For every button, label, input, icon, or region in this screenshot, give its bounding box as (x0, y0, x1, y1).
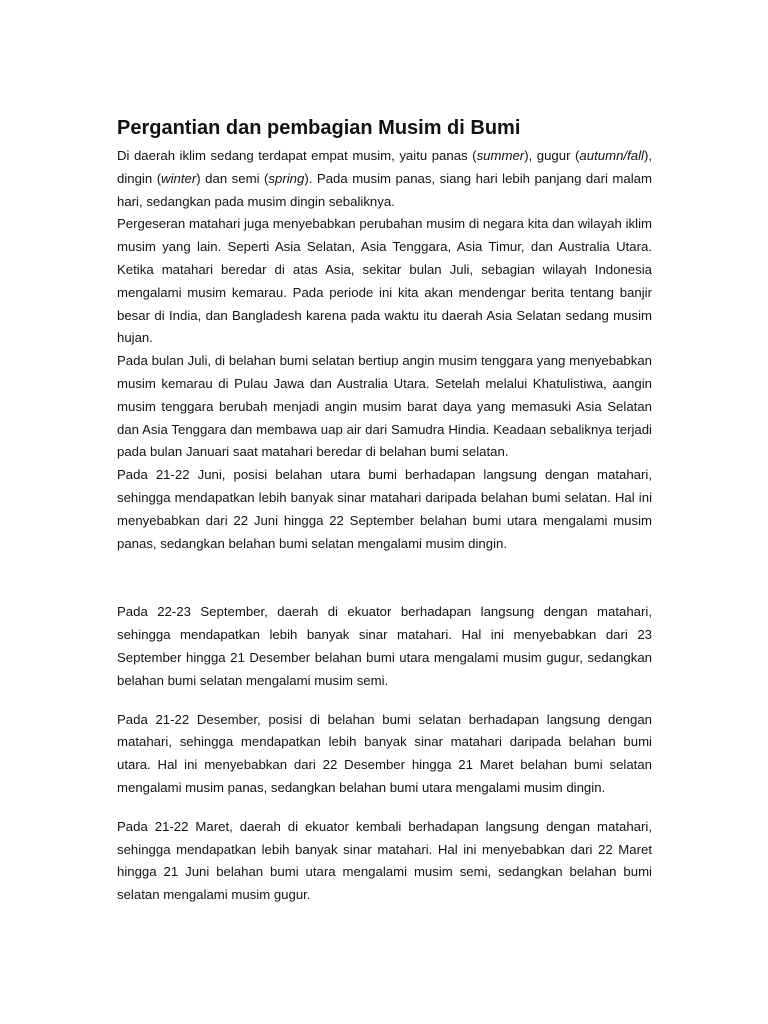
paragraph-text: ) dan semi ( (196, 170, 269, 186)
document-title: Pergantian dan pembagian Musim di Bumi (117, 117, 521, 139)
paragraph-march-equinox: Pada 21-22 Maret, daerah di ekuator kembali berhadapan langsung dengan matahari, sehingga mendapatkan lebih banyak sinar matahari. Hal ini menyebabkan dari 22 Maret hingga 21 Juni belahan bumi utara mengalami musim semi, sedangkan belahan bumi selatan mengalami musim gugur. (117, 818, 652, 903)
paragraph-text: ). Pada musim panas, siang hari lebih panjang dari malam hari, sedangkan pada musim dingin sebaliknya. (117, 170, 652, 209)
term-summer: summer (476, 148, 525, 163)
term-autumn: autumn/fall (579, 148, 644, 163)
paragraph-spacer (117, 693, 652, 709)
term-winter: winter (161, 170, 197, 186)
paragraph-spacer (117, 555, 652, 601)
paragraph-text: ), gugur ( (524, 148, 580, 163)
paragraph-text: ), dingin ( (117, 148, 652, 186)
paragraph-december-solstice: Pada 21-22 Desember, posisi di belahan bumi selatan berhadapan langsung dengan matahari, sehingga mendapatkan lebih banyak sinar matahari daripada belahan bumi utara. Hal ini menyebabkan dari 22 Desember hingga 21 Maret belahan bumi selatan mengalami musim panas, sedangkan belahan bumi utara mengalami musim dingin. (117, 711, 652, 795)
paragraph-september-equinox: Pada 22-23 September, daerah di ekuator berhadapan langsung dengan matahari, sehingga mendapatkan lebih banyak sinar matahari. Hal ini menyebabkan dari 23 September hingga 21 Desember belahan bumi utara mengalami musim gugur, sedangkan belahan bumi selatan mengalami musim semi. (117, 604, 652, 688)
paragraph-july-monsoon: Pada bulan Juli, di belahan bumi selatan bertiup angin musim tenggara yang menyebabkan musim kemarau di Pulau Jawa dan Australia Utara. Setelah melalui Khatulistiwa, aangin musim tenggara berubah menjadi angin musim barat daya yang memasuki Asia Selatan dan Asia Tenggara dan membawa uap air dari Samudra Hindia. Keadaan sebaliknya terjadi pada bulan Januari saat matahari beredar di belahan bumi selatan. (117, 353, 652, 460)
paragraph-four-seasons (117, 145, 652, 213)
paragraph-sun-shift: Pergeseran matahari juga menyebabkan perubahan musim di negara kita dan wilayah iklim musim yang lain. Seperti Asia Selatan, Asia Tenggara, Asia Timur, dan Australia Utara. Ketika matahari beredar di atas Asia, sekitar bulan Juli, sebagian wilayah Indonesia mengalami musim kemarau. Pada periode ini kita akan mendengar berita tentang banjir besar di India, dan Bangladesh karena pada waktu itu daerah Asia Selatan sedang musim hujan. (117, 216, 652, 346)
term-spring: spring (268, 170, 305, 186)
paragraph-spacer (117, 800, 652, 816)
paragraph-june-solstice: Pada 21-22 Juni, posisi belahan utara bumi berhadapan langsung dengan matahari, sehingga mendapatkan lebih banyak sinar matahari daripada belahan bumi selatan. Hal ini menyebabkan dari 22 Juni hingga 22 September belahan bumi utara mengalami musim panas, sedangkan belahan bumi selatan mengalami musim dingin. (117, 467, 652, 551)
document-page (117, 116, 652, 907)
paragraph-text: Di daerah iklim sedang terdapat empat musim, yaitu panas ( (117, 148, 477, 163)
